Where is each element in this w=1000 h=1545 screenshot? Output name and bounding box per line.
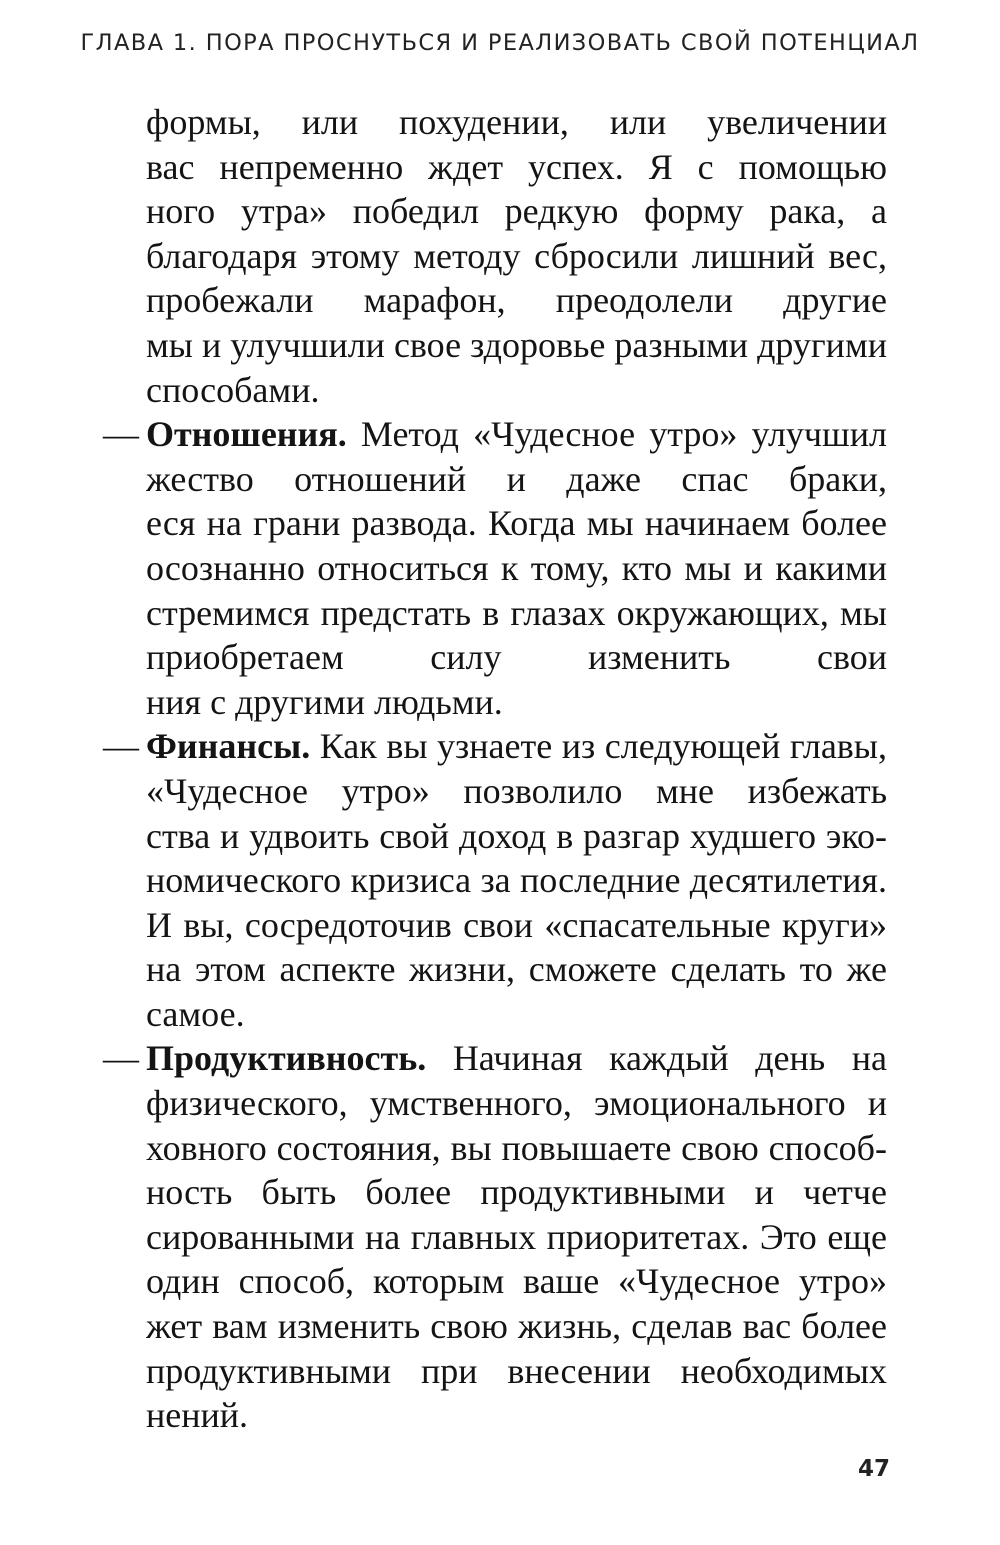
running-header: ГЛАВА 1. ПОРА ПРОСНУТЬСЯ И РЕАЛИЗОВАТЬ СВОЙ ПОТЕНЦИАЛ [80, 30, 920, 56]
line-text: ства и удвоить свой доход в разгар худшего эко- [146, 815, 887, 856]
line-text: ховного состояния, вы повышаете свою способ- [146, 1127, 887, 1168]
text-line [0, 1215, 1000, 1260]
text-line [0, 1304, 1000, 1349]
line-text: «Чудесное утро» позволило мне избежать [146, 770, 887, 811]
line-text [146, 1036, 887, 1081]
line-text: жет вам изменить свою жизнь, сделав вас более [146, 1306, 887, 1347]
text-line [0, 591, 1000, 636]
line-text: на этом аспекте жизни, сможете сделать то же [146, 949, 887, 990]
text-line [0, 100, 1000, 145]
line-text: формы, или похудении, или увеличении [146, 102, 887, 142]
text-line [0, 546, 1000, 591]
line-text: осознанно относиться к тому, кто мы и какими [146, 547, 887, 588]
line-text: мы и улучшили свое здоровье разными другими [146, 324, 887, 365]
line-text: стремимся предстать в глазах окружающих, мы [146, 592, 887, 633]
text-line [0, 903, 1000, 948]
line-text: приобретаем силу изменить свои [146, 637, 887, 678]
line-text: ного утра» победил редкую форму рака, а [146, 191, 887, 232]
text-line [0, 858, 1000, 903]
line-text: продуктивными при внесении необходимых [146, 1350, 887, 1391]
text-line [0, 234, 1000, 279]
line-text: И вы, сосредоточив свои «спасательные круги» [146, 904, 887, 945]
line-text: нений. [146, 1395, 249, 1436]
line-text: самое. [146, 993, 245, 1034]
text-line [0, 1349, 1000, 1394]
line-text: сированными на главных приоритетах. Это еще [146, 1216, 887, 1257]
list-item-productivity [0, 1036, 1000, 1081]
em-dash: — [103, 1038, 139, 1079]
text-line [0, 278, 1000, 323]
line-text: физического, умственного, эмоционального и [146, 1083, 887, 1124]
text-line [0, 1081, 1000, 1126]
line-text: вас непременно ждет успех. Я с помощью [146, 146, 887, 187]
em-dash: — [103, 726, 139, 767]
item-first-line: Начиная каждый день на [452, 1038, 887, 1079]
line-text: номического кризиса за последние десятилетия. [146, 860, 887, 901]
text-line [0, 145, 1000, 190]
list-item-relationships [0, 412, 1000, 457]
list-item-finances [0, 724, 1000, 769]
text-line [0, 1393, 1000, 1438]
text-line [0, 1170, 1000, 1215]
text-line [0, 1126, 1000, 1171]
line-text: один способ, которым ваше «Чудесное утро» [146, 1261, 887, 1302]
text-line [0, 635, 1000, 680]
text-line [0, 814, 1000, 859]
line-text [146, 412, 887, 457]
line-text: ность быть более продуктивными и четче [146, 1172, 887, 1213]
item-first-line: Метод «Чудесное утро» улучшил [360, 414, 887, 455]
line-text: жество отношений и даже спас браки, [146, 458, 887, 499]
text-line [0, 323, 1000, 368]
line-text: еся на грани развода. Когда мы начинаем более [146, 503, 887, 544]
line-text: пробежали марафон, преодолели другие [146, 280, 887, 321]
text-line [0, 992, 1000, 1037]
line-text: благодаря этому методу сбросили лишний вес, [146, 235, 887, 276]
text-line [0, 769, 1000, 814]
page-number: 47 [857, 1456, 890, 1482]
text-line [0, 189, 1000, 234]
text-line [0, 1259, 1000, 1304]
text-line [0, 457, 1000, 502]
item-term: Отношения. [146, 414, 347, 455]
text-line [0, 501, 1000, 546]
text-line [0, 680, 1000, 725]
body-text [0, 100, 1000, 1438]
item-first-line: Как вы узнаете из следующей главы, [310, 726, 887, 767]
text-line [0, 947, 1000, 992]
item-term: Финансы. [146, 726, 311, 767]
line-text [146, 724, 887, 769]
line-text: способами. [146, 369, 320, 410]
text-line [0, 368, 1000, 413]
line-text: ния с другими людьми. [146, 681, 503, 722]
item-term: Продуктивность. [146, 1038, 427, 1079]
em-dash: — [103, 414, 139, 455]
